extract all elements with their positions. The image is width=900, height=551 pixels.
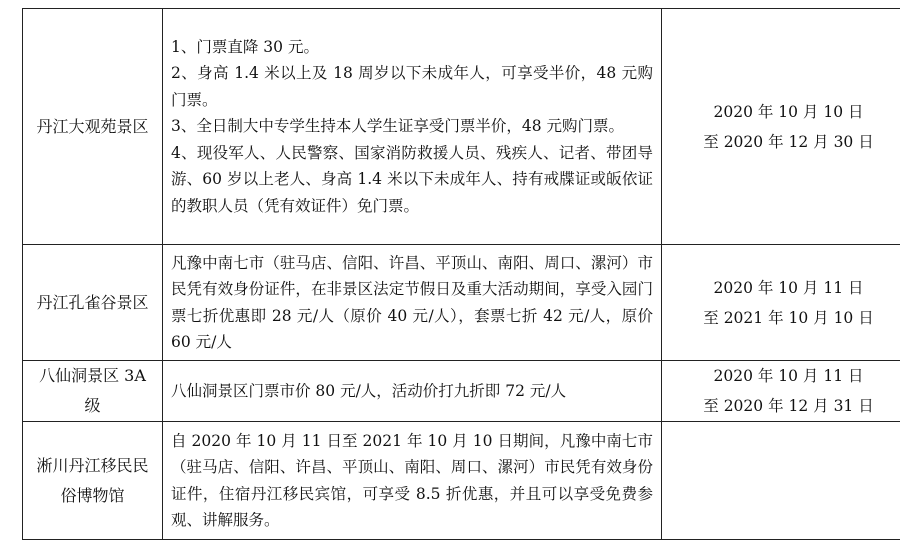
offer-line: 4、现役军人、人民警察、国家消防救援人员、残疾人、记者、带团导游、60 岁以上老人、身高 1.4 米以下未成年人、持有戒牒证或皈依证的教职人员（凭有效证件）免门票。: [171, 143, 653, 215]
date-cell: [662, 245, 900, 361]
offer-line: 凡豫中南七市（驻马店、信阳、许昌、平顶山、南阳、周口、漯河）市民凭有效身份证件，在非景区法定节假日及重大活动期间，享受入园门票七折优惠即 28 元/人（原价 40 元/人），套票七折 42 元/人，原价 60 元/人: [171, 253, 653, 351]
scenic-name-cell: [23, 9, 163, 245]
date-start: 2020 年 10 月 10 日: [713, 102, 864, 121]
offer-line: 1、门票直降 30 元。: [171, 37, 319, 56]
table-row: [23, 245, 900, 361]
date-cell: [662, 9, 900, 245]
offer-line: 2、身高 1.4 米以上及 18 周岁以下未成年人，可享受半价，48 元购门票。: [171, 64, 653, 109]
scenic-name-cell: [23, 245, 163, 361]
scenic-name-cell: [23, 422, 163, 540]
offer-cell: [163, 245, 662, 361]
offer-line: 八仙洞景区门票市价 80 元/人，活动价打九折即 72 元/人: [171, 381, 567, 400]
offer-line: 自 2020 年 10 月 11 日至 2021 年 10 月 10 日期间，凡豫中南七市（驻马店、信阳、许昌、平顶山、南阳、周口、漯河）市民凭有效身份证件，住宿丹江移民宾馆，可享受 8.5 折优惠，并且可以享受免费参观、讲解服务。: [171, 431, 653, 529]
scenic-name: 八仙洞景区 3A 级: [39, 366, 146, 415]
date-start: 2020 年 10 月 11 日: [713, 278, 864, 297]
date-start: 2020 年 10 月 11 日: [713, 367, 864, 385]
scenic-name: 丹江孔雀谷景区: [36, 292, 149, 312]
date-end: 至 2021 年 10 月 10 日: [703, 308, 874, 327]
date-cell: [662, 361, 900, 422]
scenic-name: 淅川丹江移民民俗博物馆: [36, 455, 149, 505]
table-row: [23, 9, 900, 245]
scenic-name: 丹江大观苑景区: [36, 116, 149, 136]
date-cell: [662, 422, 900, 540]
scenic-name-cell: [23, 361, 163, 422]
date-end: 至 2020 年 12 月 31 日: [703, 397, 874, 415]
offer-cell: [163, 422, 662, 540]
table-row: [23, 361, 900, 422]
offer-cell: [163, 361, 662, 422]
offer-cell: [163, 9, 662, 245]
table-row: [23, 422, 900, 540]
date-end: 至 2020 年 12 月 30 日: [703, 132, 874, 151]
scenic-discount-table: [22, 8, 900, 540]
offer-line: 3、全日制大中专学生持本人学生证享受门票半价，48 元购门票。: [171, 117, 625, 136]
